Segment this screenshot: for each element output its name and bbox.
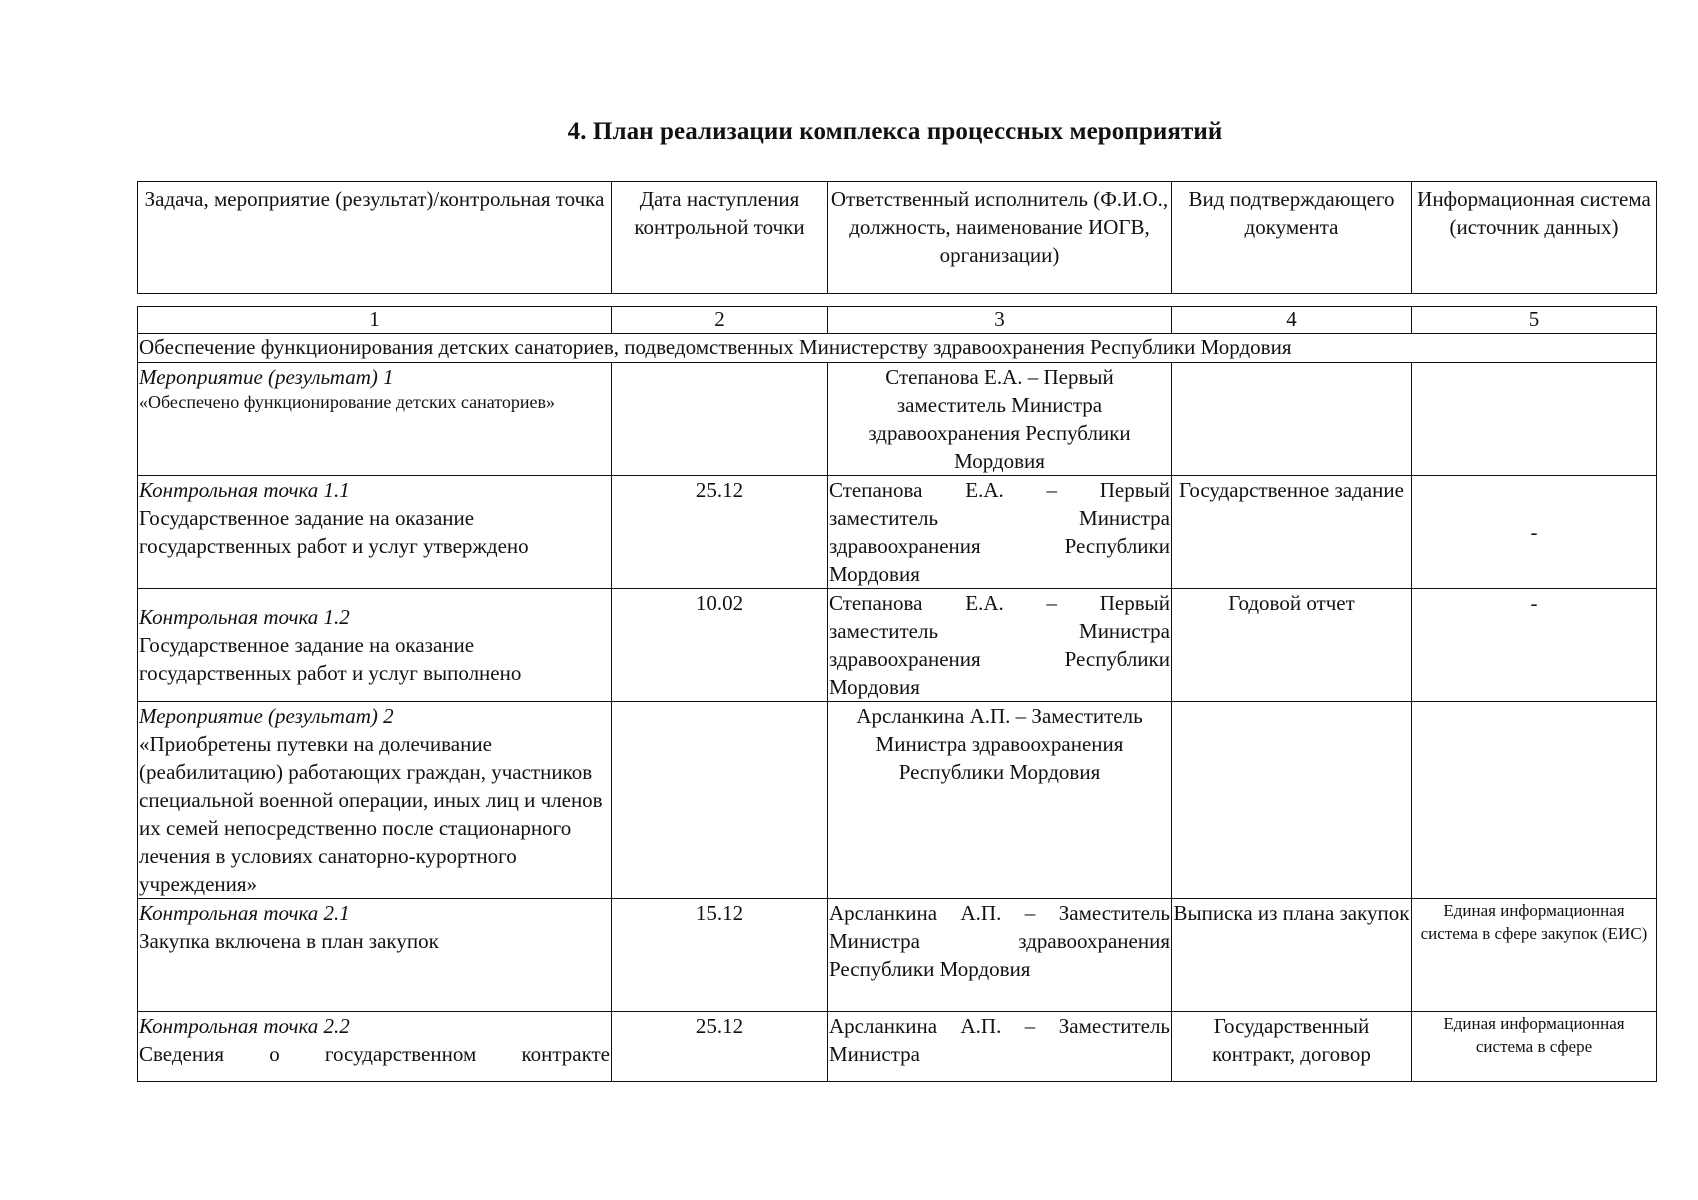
row-text: Закупка включена в план закупок [139,929,439,953]
header-responsible: Ответственный исполнитель (Ф.И.О., должность, наименование ИОГВ, организации) [828,182,1172,294]
document-cell [1172,702,1412,899]
task-cell [138,589,612,702]
task-cell [138,899,612,1012]
header-date: Дата наступления контрольной точки [612,182,828,294]
task-cell [138,363,612,476]
document-cell: Государственное задание [1172,476,1412,589]
column-number: 3 [828,307,1172,334]
responsible-cell: Степанова Е.А. – Первый заместитель Министра здравоохранения Республики Мордовия [828,476,1172,589]
column-number: 5 [1412,307,1657,334]
date-cell: 25.12 [612,476,828,589]
row-label: Мероприятие (результат) 2 [139,704,394,728]
header-system: Информационная система (источник данных) [1412,182,1657,294]
responsible-cell: Арсланкина А.П. – Заместитель Министра здравоохранения Республики Мордовия [828,899,1172,1012]
page-title: 4. План реализации комплекса процессных мероприятий [567,118,1223,145]
row-label: Контрольная точка 2.1 [139,901,350,925]
row-label: Контрольная точка 1.1 [139,478,350,502]
section-row [138,334,1657,363]
plan-table [137,306,1657,1082]
table-row [138,1012,1657,1082]
system-cell [1412,702,1657,899]
document-cell: Годовой отчет [1172,589,1412,702]
header-task: Задача, мероприятие (результат)/контрольная точка [138,182,612,294]
section-title: Обеспечение функционирования детских санаториев, подведомственных Министерству здравоохранения Республики Мордовия [138,334,1657,363]
row-text: Сведения о государственном контракте [139,1042,610,1066]
date-cell: 10.02 [612,589,828,702]
task-cell [138,702,612,899]
header-row [138,182,1657,294]
row-text: «Обеспечено функционирование детских санаториев» [139,392,556,412]
table-row [138,702,1657,899]
document-cell: Выписка из плана закупок [1172,899,1412,1012]
responsible-cell: Степанова Е.А. – Первый заместитель Министра здравоохранения Республики Мордовия [828,589,1172,702]
column-number: 2 [612,307,828,334]
date-cell: 15.12 [612,899,828,1012]
responsible-cell: Степанова Е.А. – Первый заместитель Министра здравоохранения Республики Мордовия [828,363,1172,476]
table-row [138,363,1657,476]
table-row [138,899,1657,1012]
responsible-cell: Арсланкина А.П. – Заместитель Министра [828,1012,1172,1082]
task-cell [138,476,612,589]
document-cell: Государственный контракт, договор [1172,1012,1412,1082]
document-cell [1172,363,1412,476]
task-cell [138,1012,612,1082]
row-label: Контрольная точка 2.2 [139,1014,350,1038]
system-cell: Единая информационная система в сфере закупок (ЕИС) [1412,899,1657,1012]
column-number: 1 [138,307,612,334]
row-text: Государственное задание на оказание государственных работ и услуг утверждено [139,506,529,558]
system-cell: - [1412,589,1657,702]
header-table [137,181,1657,294]
date-cell: 25.12 [612,1012,828,1082]
column-numbers-row [138,307,1657,334]
system-cell: Единая информационная система в сфере [1412,1012,1657,1082]
table-row [138,589,1657,702]
system-cell: - [1412,476,1657,589]
date-cell [612,702,828,899]
date-cell [612,363,828,476]
table-row [138,476,1657,589]
column-number: 4 [1172,307,1412,334]
system-cell [1412,363,1657,476]
responsible-cell: Арсланкина А.П. – Заместитель Министра здравоохранения Республики Мордовия [828,702,1172,899]
row-text: Государственное задание на оказание государственных работ и услуг выполнено [139,633,522,685]
row-label: Контрольная точка 1.2 [139,605,350,629]
header-document: Вид подтверждающего документа [1172,182,1412,294]
row-text: «Приобретены путевки на долечивание (реабилитацию) работающих граждан, участников специальной военной операции, иных лиц и членов их семей непосредственно после стационарного лечения в условиях санаторно-курортного учреждения» [139,732,603,896]
row-label: Мероприятие (результат) 1 [139,365,394,389]
